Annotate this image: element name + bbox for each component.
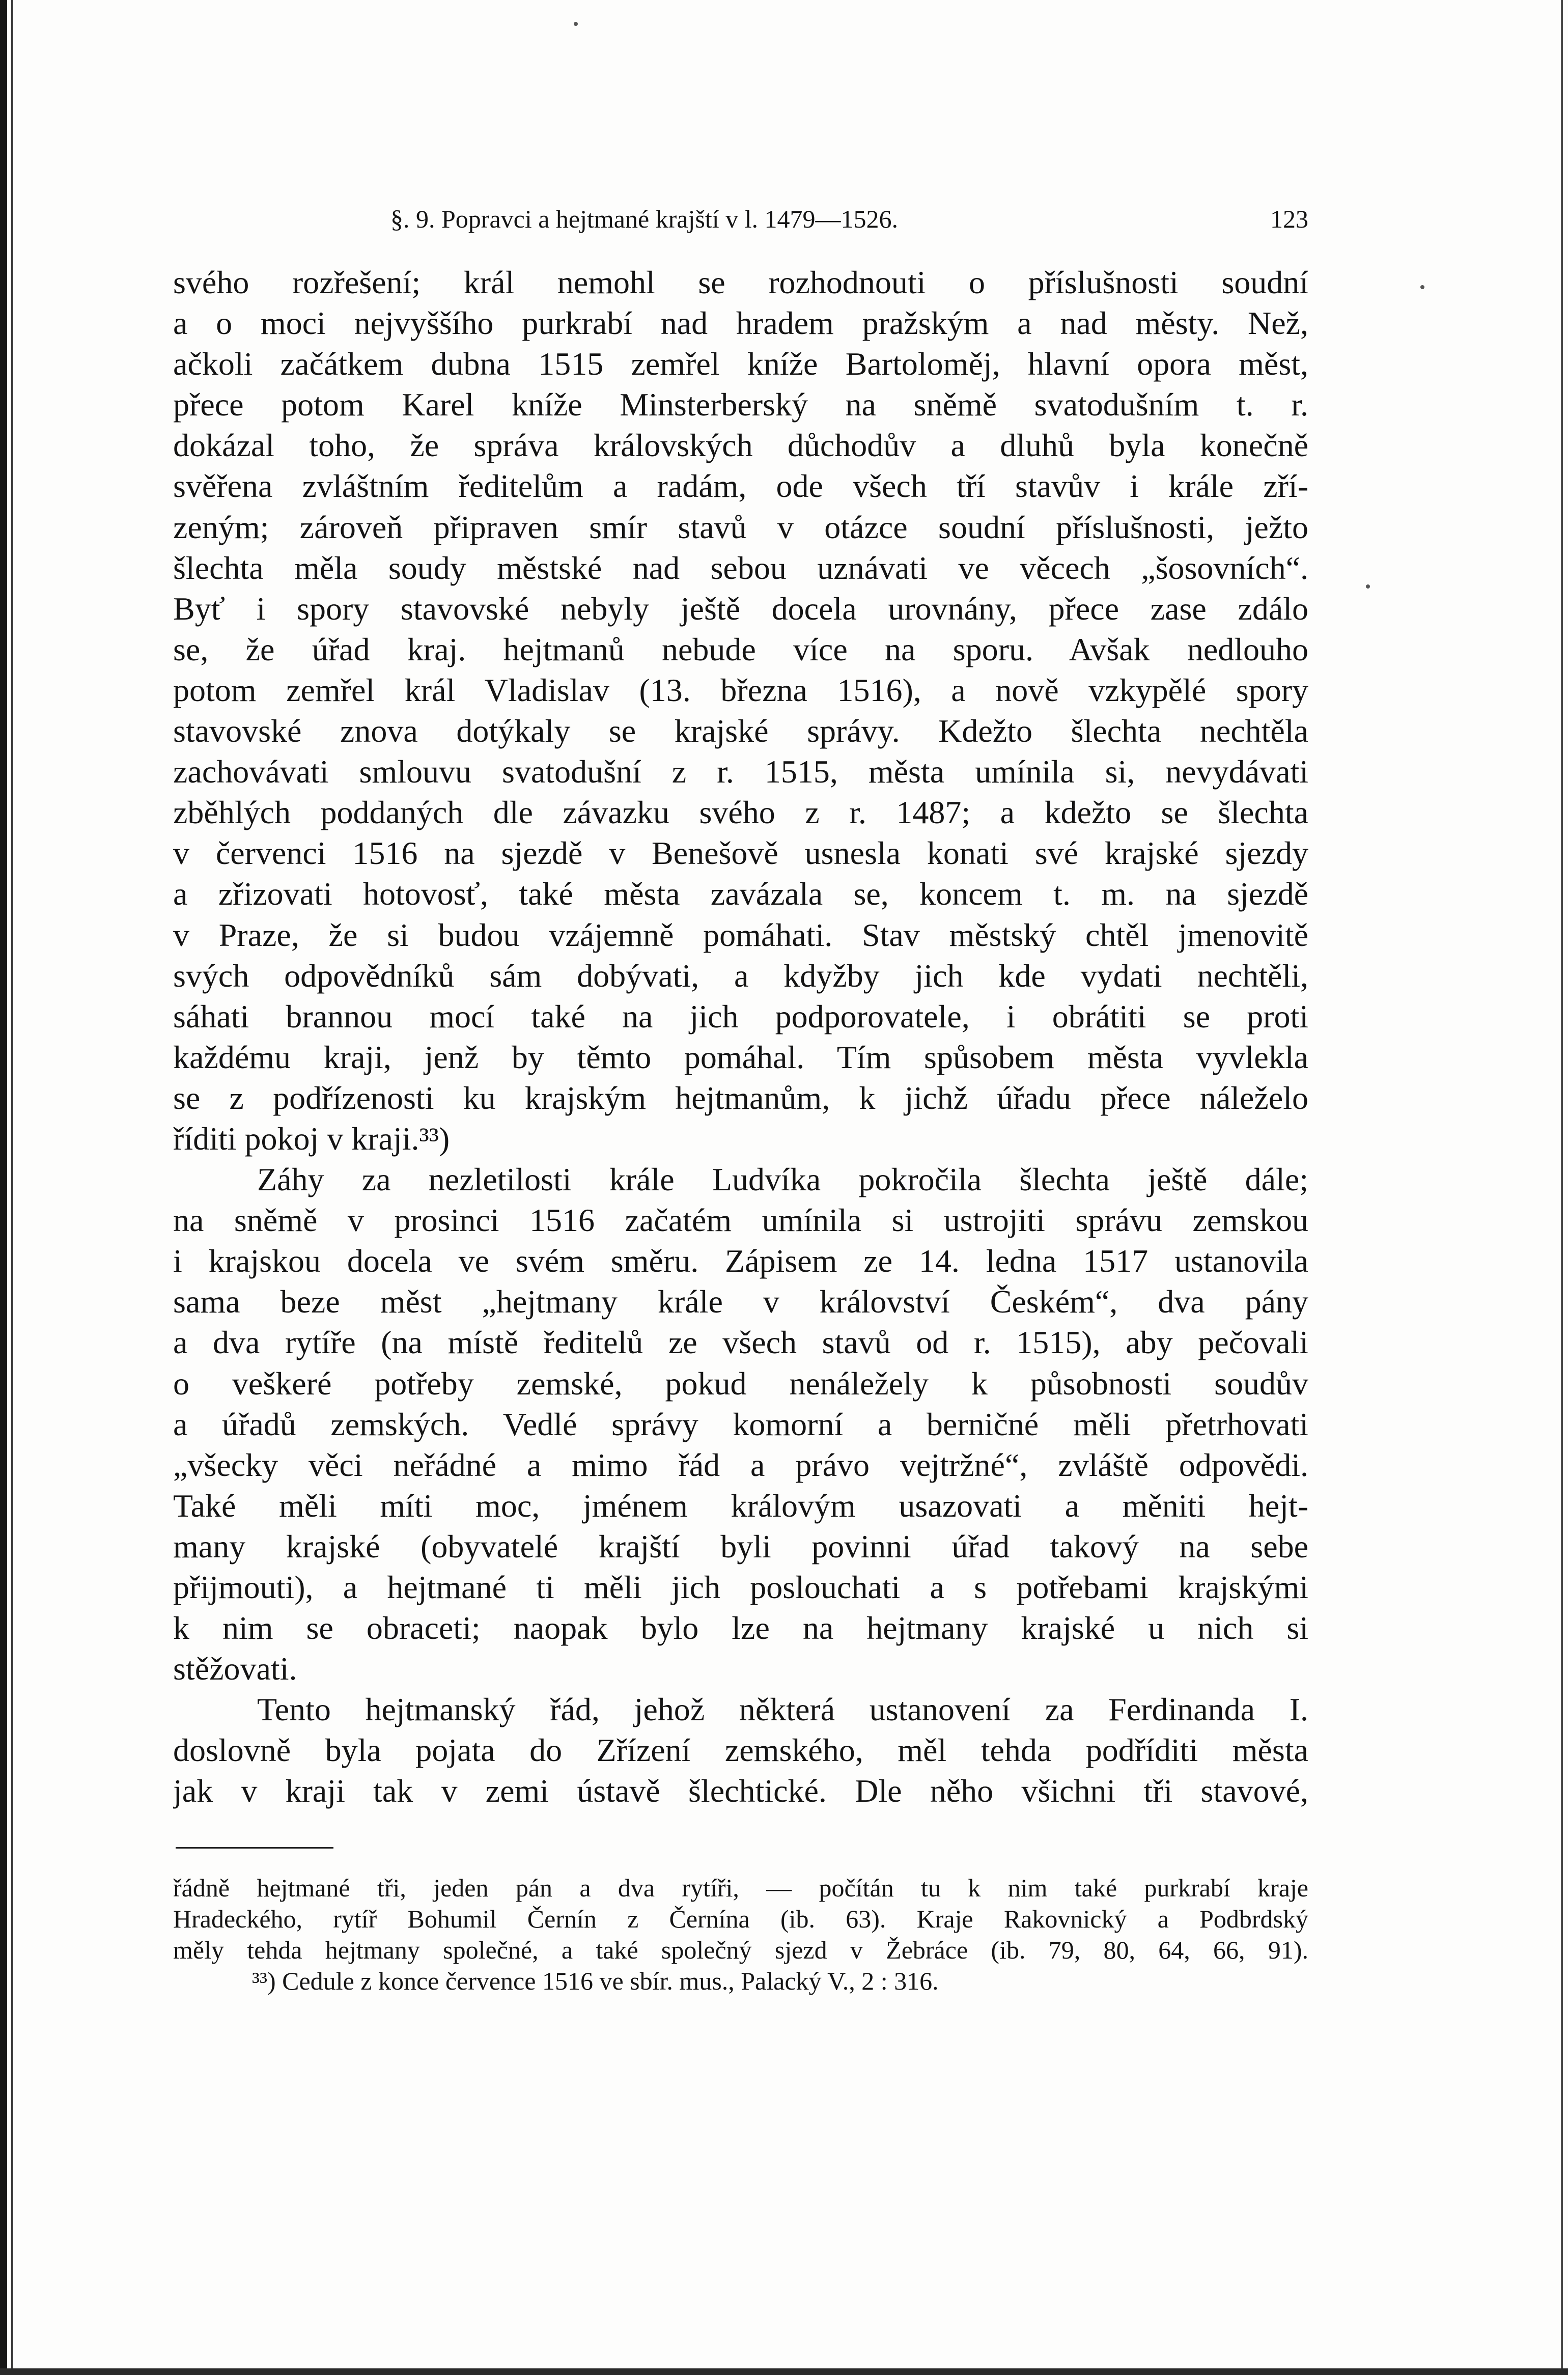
- text-line: i krajskou docela ve svém směru. Zápisem ze 14. ledna 1517 ustanovila: [173, 1243, 1308, 1279]
- text-line: přijmouti), a hejtmané ti měli jich poslouchati a s potřebami krajskými: [173, 1569, 1308, 1605]
- page-number: 123: [1270, 205, 1308, 233]
- text-line: sama beze měst „hejtmany krále v království Českém“, dva pány: [173, 1283, 1308, 1320]
- text-line: many krajské (obyvatelé krajští byli povinni úřad takový na sebe: [173, 1528, 1308, 1564]
- text-line: a zřizovati hotovosť, také města zavázala se, koncem t. m. na sjezdě: [173, 876, 1308, 912]
- text-line: Tento hejtmanský řád, jehož některá ustanovení za Ferdinanda I.: [257, 1691, 1308, 1728]
- text-line: a úřadů zemských. Vedlé správy komorní a berničné měli přetrhovati: [173, 1406, 1308, 1442]
- text-line: se z podřízenosti ku krajským hejtmanům, k jichž úřadu přece náleželo: [173, 1079, 1308, 1116]
- text-line: šlechta měla soudy městské nad sebou uznávati ve věcech „šosovních“.: [173, 549, 1308, 586]
- text-line: zběhlých poddaných dle závazku svého z r. 1487; a kdežto se šlechta: [173, 794, 1308, 831]
- text-line: Také měli míti moc, jménem královým usazovati a měniti hejt-: [173, 1487, 1308, 1524]
- text-line: a o moci nejvyššího purkrabí nad hradem pražským a nad městy. Než,: [173, 305, 1308, 342]
- footnote-line: ³³) Cedule z konce července 1516 ve sbír. mus., Palacký V., 2 : 316.: [252, 1967, 939, 1995]
- text-line: každému kraji, jenž by těmto pomáhal. Tím spůsobem města vyvlekla: [173, 1039, 1308, 1075]
- text-line: přece potom Karel kníže Minsterberský na sněmě svatodušním t. r.: [173, 386, 1308, 423]
- footnote-line: Hradeckého, rytíř Bohumil Černín z Černína (ib. 63). Kraje Rakovnický a Podbrdský: [173, 1905, 1308, 1933]
- text-line: na sněmě v prosinci 1516 začatém umínila si ustrojiti správu zemskou: [173, 1202, 1308, 1239]
- text-line: Záhy za nezletilosti krále Ludvíka pokročila šlechta ještě dále;: [257, 1161, 1308, 1198]
- text-line: a dva rytíře (na místě ředitelů ze všech stavů od r. 1515), aby pečovali: [173, 1324, 1308, 1361]
- text-line: „všecky věci neřádné a mimo řád a právo vejtržné“, zvláště odpovědi.: [173, 1446, 1308, 1483]
- scan-edge: [11, 0, 13, 2375]
- text-line: sáhati brannou mocí také na jich podporovatele, i obrátiti se proti: [173, 998, 1308, 1035]
- scan-speck: [1366, 584, 1370, 589]
- text-line: o veškeré potřeby zemské, pokud nenáležely k působnosti soudův: [173, 1365, 1308, 1402]
- footnote-line: řádně hejtmané tři, jeden pán a dva rytíři, — počítán tu k nim také purkrabí kraje: [173, 1874, 1308, 1902]
- text-line: svěřena zvláštním ředitelům a radám, ode všech tří stavův i krále zří-: [173, 468, 1308, 505]
- text-line: Byť i spory stavovské nebyly ještě docela urovnány, přece zase zdálo: [173, 590, 1308, 627]
- text-line: dokázal toho, že správa královských důchodův a dluhů byla konečně: [173, 427, 1308, 464]
- footnote-divider: [176, 1847, 333, 1849]
- text-line: stěžovati.: [173, 1651, 297, 1687]
- scan-edge: [0, 2368, 1568, 2375]
- text-line: v Praze, že si budou vzájemně pomáhati. Stav městský chtěl jmenovitě: [173, 916, 1308, 953]
- scan-speck: [1420, 285, 1424, 289]
- text-line: zachovávati smlouvu svatodušní z r. 1515, města umínila si, nevydávati: [173, 753, 1308, 790]
- text-line: se, že úřad kraj. hejtmanů nebude více na sporu. Avšak nedlouho: [173, 631, 1308, 667]
- text-line: svých odpovědníků sám dobývati, a kdyžby jich kde vydati nechtěli,: [173, 957, 1308, 994]
- text-line: ačkoli začátkem dubna 1515 zemřel kníže Bartoloměj, hlavní opora měst,: [173, 346, 1308, 382]
- text-line: potom zemřel král Vladislav (13. března 1516), a nově vzkypělé spory: [173, 672, 1308, 708]
- text-line: stavovské znova dotýkaly se krajské správy. Kdežto šlechta nechtěla: [173, 713, 1308, 749]
- scan-speck: [574, 22, 578, 26]
- text-line: v červenci 1516 na sjezdě v Benešově usnesla konati své krajské sjezdy: [173, 835, 1308, 872]
- scan-edge: [1561, 0, 1563, 2375]
- running-header: [173, 201, 1308, 237]
- text-line: jak v kraji tak v zemi ústavě šlechtické. Dle něho všichni tři stavové,: [173, 1773, 1308, 1809]
- text-line: k nim se obraceti; naopak bylo lze na hejtmany krajské u nich si: [173, 1610, 1308, 1646]
- footnotes: [173, 1873, 1308, 1997]
- text-line: říditi pokoj v kraji.³³): [173, 1120, 450, 1157]
- text-line: zeným; zároveň připraven smír stavů v otázce soudní příslušnosti, ježto: [173, 509, 1308, 545]
- text-line: doslovně byla pojata do Zřízení zemského, měl tehda podříditi města: [173, 1732, 1308, 1769]
- running-title: §. 9. Popravci a hejtmané krajští v l. 1479—1526.: [390, 205, 899, 233]
- scan-edge: [0, 0, 7, 2375]
- text-line: svého rozřešení; král nemohl se rozhodnouti o příslušnosti soudní: [173, 264, 1308, 300]
- main-text: [173, 262, 1308, 1812]
- footnote-line: měly tehda hejtmany společné, a také společný sjezd v Žebrácе (ib. 79, 80, 64, 66, 91).: [173, 1936, 1308, 1964]
